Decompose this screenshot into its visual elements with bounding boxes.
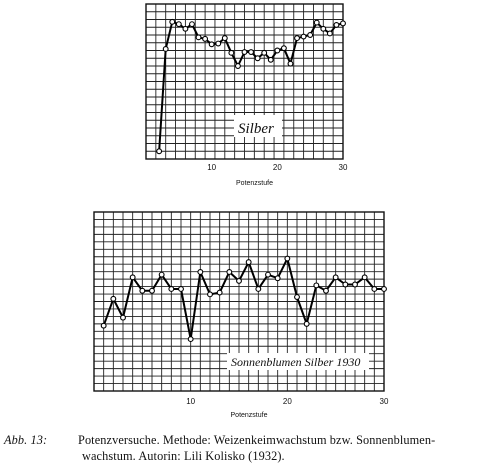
silber-chart [146, 4, 348, 187]
data-point [282, 46, 287, 51]
data-point [314, 20, 319, 25]
caption-label: Abb. 13: [4, 433, 48, 447]
x-tick-label: 20 [272, 163, 282, 172]
data-point [256, 287, 261, 292]
data-point [295, 295, 300, 300]
data-point [217, 290, 222, 295]
x-tick-label: 30 [338, 163, 348, 172]
data-point [314, 283, 319, 288]
data-point [242, 50, 247, 55]
data-point [111, 296, 116, 301]
data-point [275, 276, 280, 281]
data-point [222, 36, 227, 41]
data-point [183, 26, 188, 31]
caption-text-1: Potenzversuche. Methode: Weizenkeimwachstum bzw. Sonnenblumen- [78, 433, 436, 447]
x-axis-label: Potenzstufe [236, 180, 273, 187]
data-point [382, 287, 387, 292]
data-point [140, 288, 145, 293]
x-tick-label: 30 [379, 397, 389, 406]
data-point [255, 56, 260, 61]
data-point [262, 50, 267, 55]
data-point [101, 323, 106, 328]
data-point [157, 149, 162, 154]
data-point [209, 42, 214, 47]
data-point [275, 48, 280, 53]
inset-label: Silber [238, 121, 274, 137]
sonnenblumen-chart [94, 212, 389, 419]
data-point [208, 292, 213, 297]
series-line [104, 259, 384, 340]
inset-label: Sonnenblumen Silber 1930 [231, 355, 361, 369]
data-point [198, 270, 203, 275]
figure-caption [4, 432, 476, 464]
data-point [246, 260, 251, 265]
data-point [285, 256, 290, 261]
data-point [188, 337, 193, 342]
data-point [288, 61, 293, 66]
data-point [334, 23, 339, 28]
data-point [169, 287, 174, 292]
data-point [179, 287, 184, 292]
data-point [304, 321, 309, 326]
data-point [301, 34, 306, 39]
data-point [190, 22, 195, 27]
data-point [237, 279, 242, 284]
data-point [324, 288, 329, 293]
data-point [327, 31, 332, 36]
data-point [227, 270, 232, 275]
data-point [159, 272, 164, 277]
x-tick-label: 10 [186, 397, 196, 406]
data-point [295, 36, 300, 41]
data-point [321, 26, 326, 31]
data-point [249, 50, 254, 55]
data-point [170, 19, 175, 24]
data-point [176, 22, 181, 27]
x-axis-label: Potenzstufe [230, 412, 268, 419]
data-point [229, 50, 234, 55]
data-point [341, 21, 346, 26]
data-point [163, 47, 168, 52]
data-point [216, 41, 221, 46]
data-point [130, 275, 135, 280]
data-point [333, 275, 338, 280]
x-tick-label: 20 [282, 397, 292, 406]
data-point [236, 64, 241, 69]
data-point [266, 272, 271, 277]
caption-line-1 [4, 432, 476, 448]
data-point [203, 36, 208, 41]
x-tick-label: 10 [207, 163, 217, 172]
data-point [353, 282, 358, 287]
data-point [362, 275, 367, 280]
data-point [150, 288, 155, 293]
data-point [308, 33, 313, 38]
data-point [372, 287, 377, 292]
data-point [343, 282, 348, 287]
data-point [268, 57, 273, 62]
data-point [121, 315, 126, 320]
data-point [196, 35, 201, 40]
caption-line-2: wachstum. Autorin: Lili Kolisko (1932). [82, 449, 285, 463]
